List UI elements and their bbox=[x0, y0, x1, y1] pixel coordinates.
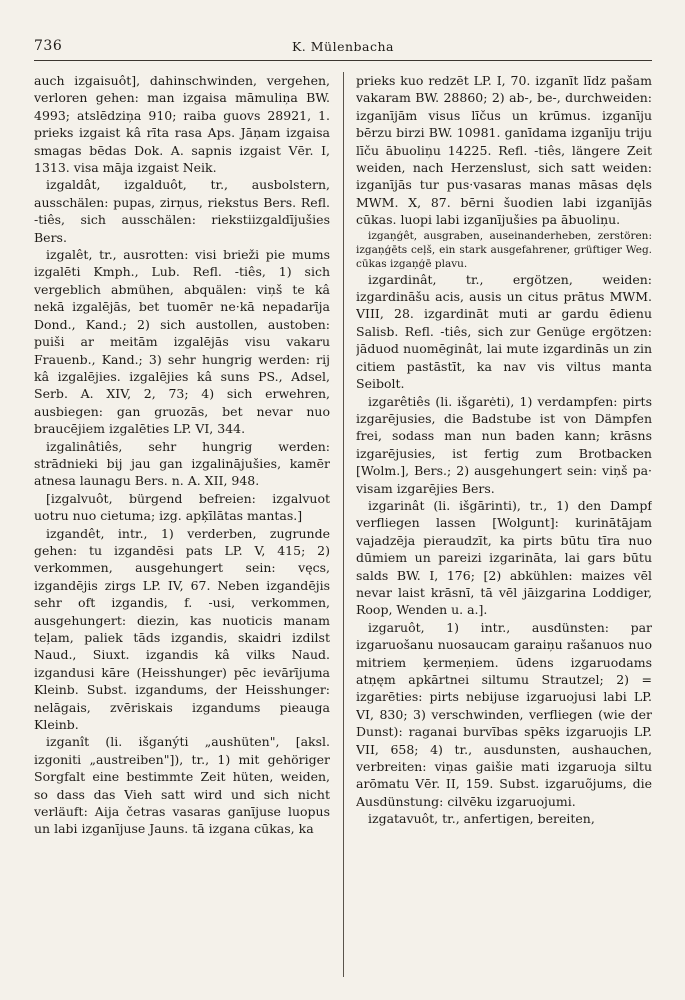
entry-izgandet: izgandêt, intr., 1) verderben, zugrunde gehen: tu izgandēsi pats LP. V, 415; 2) verkommen, ausgehungert sein: vęcs, izgandējis zirgs LP. IV, 67. Neben izgandējis sehr oft izgandis, f. -usi, verkommen, ausgehungert: diezin, kas nuoticis manam teļam, paliek tāds izgandis, skaidri izdilst Naud., Siuxt. izgandis kâ vilks Naud. izgandusi kāre (Heisshunger) pēc ievārījuma Kleinb. Subst. izgandums, der Heisshunger: nelāgais, zvēriskais izgandums pieauga Kleinb. bbox=[34, 525, 330, 733]
entry-izgardinat: izgardinât, tr., ergötzen, weiden: izgardināšu acis, ausis un citus prātus MWM. VIII, 28. izgardināt muti ar gardu ēdienu Salisb. Refl. -tiês, sich zur Genüge ergötzen: jāduod nuomēginât, lai mute izgardinās un zin citiem pastāstīt, ka nav vis viltus manta Seibolt. bbox=[356, 271, 652, 392]
entry-izgalet: izgalêt, tr., ausrotten: visi brieži pie mums izgalēti Kmph., Lub. Refl. -tiês, 1) sich vergeblich abmühen, abquälen: viņš te kâ nekā izgalējās, bet tuomēr ne·kā nepadarīja Dond., Kand.; 2) sich austollen, austoben: puiši ar meitām izgalējās visu vakaru Frauenb., Kand.; 3) sehr hungrig werden: rij kâ izgalējies. izgalējies kâ suns PS., Adsel, Serb. A. XIV, 2, 73; 4) sich erwehren, ausbiegen: gan gruozās, bet nevar nuo braucējiem izgalēties LP. VI, 344. bbox=[34, 247, 330, 437]
column-divider bbox=[343, 72, 344, 977]
page-header bbox=[34, 30, 652, 60]
entry-izgarinat: izgarinât (li. išgārinti), tr., 1) den Dampf verfliegen lassen [Wolgunt]: kurinātājam vajadzēja pieraudzīt, ka pirts būtu tīra nuo dūmiem un pareizi izgarināta, lai gars būtu salds BW. I, 176; [2) abkühlen: maizes vēl nevar laist krāsnī, tā vēl jāizgarina Loddiger, Roop, Wenden u. a.]. bbox=[356, 497, 652, 618]
entry-izgalinaties: izgalinâtiês, sehr hungrig werden: strādnieki bij jau gan izgalinājušies, kamēr atnesa launagu Bers. n. A. XII, 948. bbox=[34, 438, 330, 489]
entry-izgaruot: izgaruôt, 1) intr., ausdünsten: par izgaruošanu nuosaucam garaiņu rašanuos nuo mitriem ķermeņiem. ūdens izgaruodams atņęm apkārtnei siltumu Strautzel; 2) = izgarēties: pirts nebijuse izgaruojusi labi LP. VI, 830; 3) verschwinden, verfliegen (wie der Dunst): raganai burvības spēks izgaruojis LP. VII, 658; 4) tr., ausdunsten, aushauchen, verbreiten: viņas gaišie mati izgaruoja siltu arōmatu Vēr. II, 159. Subst. izgaruõjums, die Ausdünstung: cilvēku izgaruojumi. bbox=[356, 619, 652, 809]
running-title: K. Mülenbacha bbox=[291, 39, 395, 54]
right-column bbox=[356, 72, 652, 982]
entry-continuation-right: prieks kuo redzēt LP. I, 70. izganīt līdz pašam vakaram BW. 28860; 2) ab-, be-, durchweiden: izganījām visus līčus un krūmus. izganīju bērzu birzi BW. 10981. ganīdama izganīju triju līču ābuoliņu 14225. Refl. -tiês, längere Zeit weiden, nach Herzenslust, sich satt weiden: izganījās tur pus·vasaras manas māsas dęls MWM. X, 87. bērni šuodien labi izganījās cūkas. luopi labi izganījušies pa ābuoliņu. bbox=[356, 73, 652, 228]
entry-izgatavuot: izgatavuôt, tr., anfertigen, bereiten, bbox=[368, 811, 595, 827]
entry-izganit: izganît (li. išganýti „aushüten", [aksl. izgoniti „austreiben"]), tr., 1) mit gehöriger Sorgfalt eine bestimmte Zeit hüten, weiden, so dass das Vieh satt wird und sich nicht verläuft: Aija četras vasaras ganījuse luopus un labi izganījuse Jauns. tā izgana cūkas, ka bbox=[34, 734, 330, 837]
left-column bbox=[34, 72, 330, 982]
header-rule bbox=[34, 60, 652, 61]
dictionary-columns bbox=[34, 72, 652, 982]
entry-izganget: izgaņģêt, ausgraben, auseinanderheben, zerstören: izgaņģēts ceļš, ein stark ausgefahrener, grüftiger Weg. cūkas izgaņģē plavu. bbox=[356, 229, 652, 270]
entry-izgalvuot: [izgalvuôt, bürgend befreien: izgalvuot uotru nuo cietuma; izg. apķīlātas mantas.] bbox=[34, 490, 330, 524]
entry-izgareties: izgarêtiês (li. išgarėti), 1) verdampfen: pirts izgarējusies, die Badstube ist von Dämpfen frei, sodass man nun baden kann; krāsns izgarējusies, ist fertig zum Brotbacken [Wolm.], Bers.; 2) ausgehungert sein: viņš pa· visam izgarējies Bers. bbox=[356, 393, 652, 496]
page-number: 736 bbox=[34, 38, 63, 54]
entry-izgaldat: izgaldât, izgalduôt, tr., ausbolstern, ausschälen: pupas, zirņus, riekstus Bers. Refl. -tiês, sich ausschälen: riekstiizgaldījušies Bers. bbox=[34, 177, 330, 245]
entry-continuation: auch izgaisuôt], dahinschwinden, vergehen, verloren gehen: man izgaisa māmuliņa BW. 4993; atslēdziņa 910; raiba guovs 28921, 1. prieks izgaist kâ rīta rasa Aps. Jāņam izgaisa smagas bēdas Dok. A. sapnis izgaist Vēr. I, 1313. visa māja izgaist Neik. bbox=[34, 73, 330, 176]
